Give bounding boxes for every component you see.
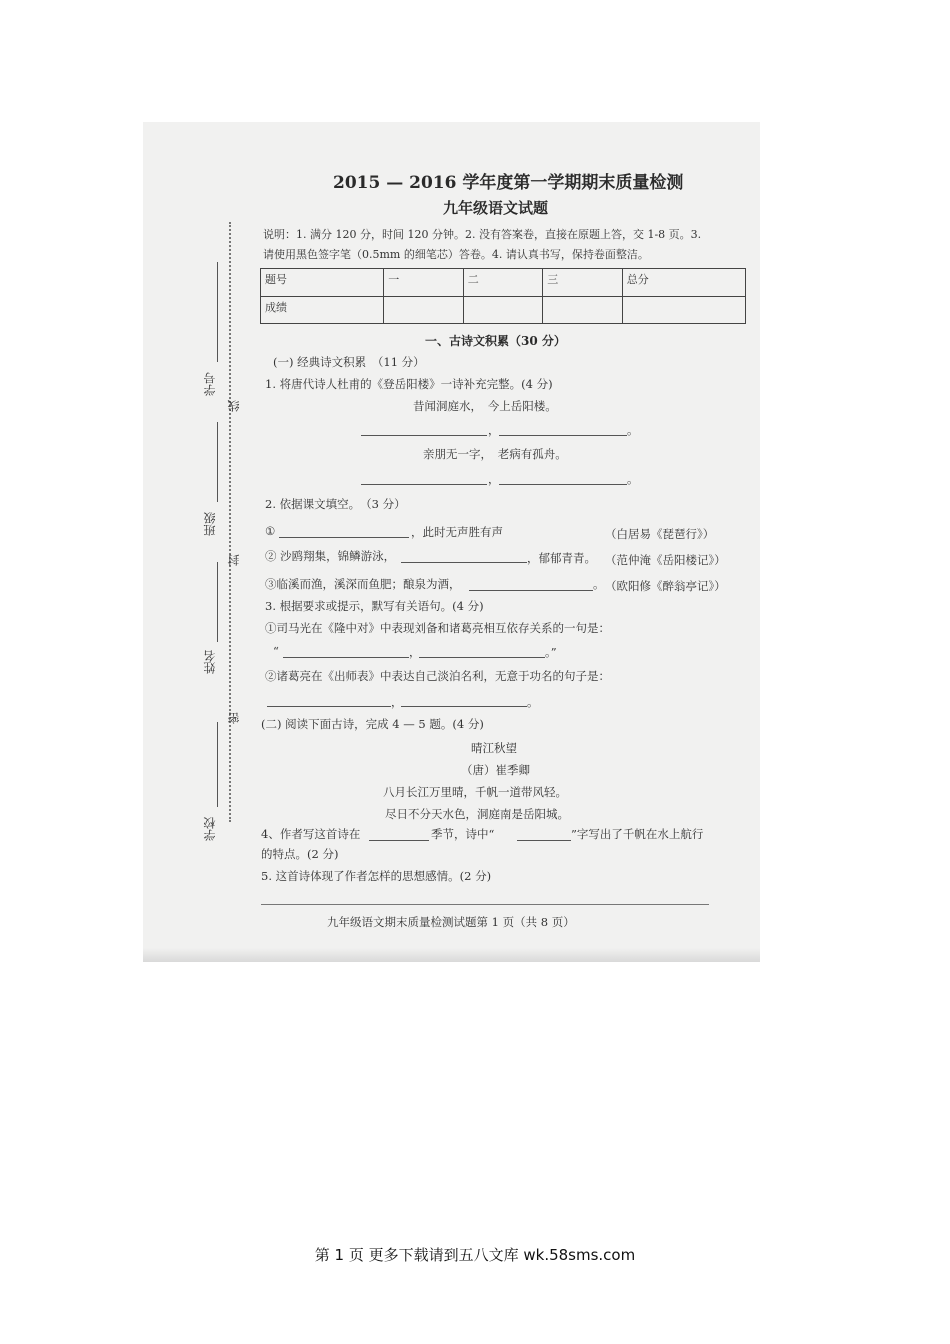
score-cell: 总分 bbox=[622, 269, 745, 297]
question-3: 3. 根据要求或提示，默写有关语句。(4 分) bbox=[265, 599, 484, 613]
q4-part-d: 的特点。(2 分) bbox=[261, 847, 339, 861]
answer-blank[interactable] bbox=[283, 657, 409, 658]
q4-part-b: 季节，诗中“ bbox=[431, 827, 495, 841]
margin-label-feng: 封 bbox=[227, 554, 241, 566]
poem-line: 亲朋无一字， 老病有孤舟。 bbox=[423, 447, 567, 461]
page-footer: 九年级语文期末质量检测试题第 1 页（共 8 页） bbox=[327, 915, 575, 929]
footer-rule bbox=[261, 904, 709, 905]
answer-blank[interactable] bbox=[361, 435, 487, 436]
answer-blank[interactable] bbox=[369, 840, 429, 841]
margin-line-xuehao bbox=[217, 262, 218, 362]
q2-b-text: ② 沙鸥翔集，锦鳞游泳， bbox=[265, 549, 396, 563]
exam-title: 2015 — 2016 学年度第一学期期末质量检测 bbox=[333, 173, 684, 193]
margin-label-xingming: 姓名 bbox=[203, 650, 217, 674]
instructions-line-1: 说明：1. 满分 120 分，时间 120 分钟。2. 没有答案卷，直接在原题上答，交 1-8 页。3. bbox=[263, 228, 702, 241]
score-cell: 一 bbox=[384, 269, 464, 297]
score-table bbox=[260, 268, 746, 324]
poem-title: 晴江秋望 bbox=[471, 741, 517, 755]
scan-edge-shadow bbox=[143, 948, 760, 962]
answer-blank[interactable] bbox=[361, 484, 487, 485]
answer-blank[interactable] bbox=[517, 840, 571, 841]
q2-c-text: ③临溪而渔，溪深而鱼肥；酿泉为酒， bbox=[265, 577, 461, 591]
answer-blank[interactable] bbox=[401, 706, 527, 707]
answer-blank[interactable] bbox=[279, 537, 409, 538]
download-note: 第 1 页 更多下载请到五八文库 wk.58sms.com bbox=[314, 1246, 636, 1264]
poem-author: （唐）崔季卿 bbox=[461, 763, 530, 777]
score-cell bbox=[384, 296, 464, 324]
part2-heading: (二) 阅读下面古诗，完成 4 — 5 题。(4 分) bbox=[261, 717, 484, 731]
margin-label-xian: 线 bbox=[227, 400, 241, 412]
poem-line: 昔闻洞庭水， 今上岳阳楼。 bbox=[413, 399, 557, 413]
q2-c-tail: 。 bbox=[593, 577, 605, 591]
q3-b: ②诸葛亮在《出师表》中表达自己淡泊名利，无意于功名的句子是： bbox=[265, 669, 610, 683]
margin-line-banji bbox=[217, 422, 218, 502]
question-1: 1. 将唐代诗人杜甫的《登岳阳楼》一诗补充完整。(4 分) bbox=[265, 377, 553, 391]
score-cell: 三 bbox=[543, 269, 623, 297]
exam-subtitle: 九年级语文试题 bbox=[443, 199, 549, 217]
q4-part-a: 4、作者写这首诗在 bbox=[261, 827, 361, 841]
question-2: 2. 依据课文填空。 （3 分） bbox=[265, 497, 406, 511]
q2-c-source: （欧阳修《醉翁亭记》） bbox=[605, 579, 726, 593]
q4-part-c: ”字写出了千帆在水上航行 bbox=[571, 827, 704, 841]
margin-label-xuehao: 学号 bbox=[203, 372, 217, 396]
section-heading: 一、古诗文积累（30 分） bbox=[425, 334, 566, 348]
answer-blank[interactable] bbox=[499, 435, 627, 436]
question-5: 5. 这首诗体现了作者怎样的思想感情。(2 分) bbox=[261, 869, 492, 883]
part1-heading: (一) 经典诗文积累 （11 分） bbox=[273, 355, 425, 369]
answer-blank[interactable] bbox=[267, 706, 391, 707]
score-cell bbox=[463, 296, 543, 324]
score-cell bbox=[543, 296, 623, 324]
score-cell: 成绩 bbox=[261, 296, 384, 324]
margin-label-mi: 密 bbox=[227, 712, 241, 724]
instructions-line-2: 请使用黑色签字笔（0.5mm 的细笔芯）答卷。4. 请认真书写，保持卷面整洁。 bbox=[263, 248, 649, 261]
answer-blank[interactable] bbox=[401, 562, 527, 563]
q2-b-source: （范仲淹《岳阳楼记》） bbox=[605, 553, 726, 567]
q2-a-text: ，此时无声胜有声 bbox=[411, 525, 503, 539]
margin-line-xingming bbox=[217, 562, 218, 642]
margin-line-xuexiao bbox=[217, 722, 218, 807]
answer-blank[interactable] bbox=[499, 484, 627, 485]
q3-a: ①司马光在《隆中对》中表现刘备和诸葛亮相互依存关系的一句是： bbox=[265, 621, 610, 635]
score-cell: 二 bbox=[463, 269, 543, 297]
scanned-exam-page: 学号 线 班级 封 姓名 密 学校 2015 — 2016 学年度第一学期期末质量检测 九年级语文试题 说明：1. 满分 120 分，时间 120 分钟。2. 没有答案卷，直接在原题上答，交 1-8 页。3. 请使用黑色签字笔（0.5mm 的细笔芯）答卷。4. 请认真书写，保持卷面整洁。 题号 一 二 三 总分 成绩 一、古诗文积累（30 分） (一) 经典诗文积累 （11 分） 1. 将唐代诗人杜甫的《登岳阳楼》一诗补充完整。(4 分) 昔闻洞庭水， 今上岳阳楼。 ， 。 亲朋无一字， 老病有孤舟。 ， 。 2. 依据课文填空。 （3 分） ① ，此时无声胜有声 （白居易《琵琶行》） ② 沙鸥翔集，锦鳞游泳， ，郁郁青青。 （范仲淹《岳阳楼记》） ③临溪而渔，溪深而鱼肥；酿泉为酒， 。 （欧阳修《醉翁亭记》） 3. 根据要求或提示，默写有关语句。(4 分) ①司马光在《隆中对》中表现刘备和诸葛亮相互依存关系的一句是： “ ， 。” ②诸葛亮在《出师表》中表达自己淡泊名利，无意于功名的句子是： ， 。 (二) 阅读下面古诗，完成 4 — 5 题。(4 分) 晴江秋望 （唐）崔季卿 八月长江万里晴，千帆一道带风轻。 尽日不分天水色，洞庭南是岳阳城。 4、作者写这首诗在 季节，诗中“ ”字写出了千帆在水上航行 的特点。(2 分) 5. 这首诗体现了作者怎样的思想感情。(2 分) 九年级语文期末质量检测试题第 1 页（共 8 页） bbox=[143, 122, 760, 962]
q2-a-source: （白居易《琵琶行》） bbox=[605, 527, 715, 541]
q2-a-prefix: ① bbox=[265, 524, 276, 538]
answer-blank[interactable] bbox=[469, 590, 593, 591]
q2-b-tail: ，郁郁青青。 bbox=[527, 551, 596, 565]
poem-line: 尽日不分天水色，洞庭南是岳阳城。 bbox=[385, 807, 569, 821]
margin-label-xuexiao: 学校 bbox=[203, 817, 217, 841]
score-cell: 题号 bbox=[261, 269, 384, 297]
score-cell bbox=[622, 296, 745, 324]
binding-dotted-line bbox=[229, 222, 231, 822]
margin-label-banji: 班级 bbox=[203, 512, 217, 536]
poem-line: 八月长江万里晴，千帆一道带风轻。 bbox=[383, 785, 567, 799]
answer-blank[interactable] bbox=[419, 657, 545, 658]
